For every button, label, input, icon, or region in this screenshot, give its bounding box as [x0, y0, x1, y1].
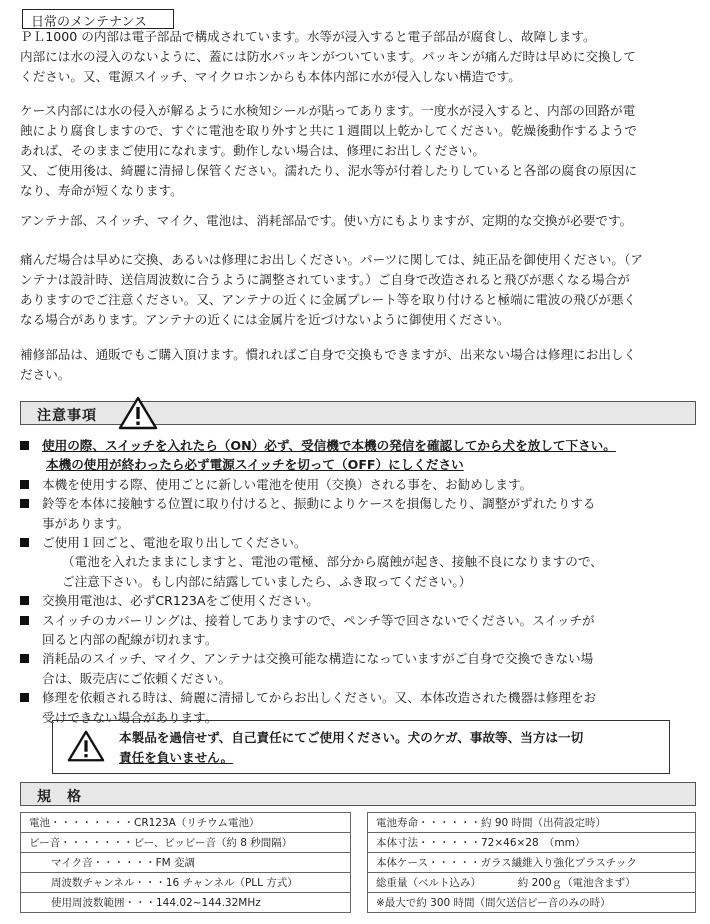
caution-item-1: 使用の際、スイッチを入れたら（ON）必ず、受信機で本機の発信を確認してから犬を放して下さい。 本機の使用が終わったら必ず電源スイッチを切って（OFF）にしください [16, 436, 700, 475]
maintenance-paragraph-2: ケース内部には水の侵入が解るように水検知シールが貼ってあります。一度水が浸入すると、内部の回路が電 蝕により腐食しますので、すぐに電池を取り外すと共に１週間以上乾かしてください。乾燥後動作するようで あれば、そのままご使用になれます。動作しない場合は、修理にお出しください。 又、ご使用後は、綺麗に清掃し保管ください。濡れたり、泥水等が付着したりしていると各部の腐食の原因に なり、寿命が短くなります。 [20, 103, 638, 198]
warning-triangle-icon [118, 396, 158, 430]
caution-item-2: 本機を使用する際、使用ごとに新しい電池を使用（交換）される事を、お勧めします。 [16, 475, 700, 494]
bullet-square [20, 616, 29, 625]
caution-item-3: 鈴等を本体に接触する位置に取り付けると、振動によりケースを損傷したり、調整がずれたりする 事があります。 [16, 494, 700, 533]
bullet-square [20, 693, 29, 702]
caution-item-7: 消耗品のスイッチ、マイク、アンテナは交換可能な構造になっていますがご自身で交換できない場 合は、販売店にご依頼ください。 [16, 649, 700, 688]
caution-item-8: 修理を依頼される時は、綺麗に清掃してからお出しください。又、本体改造された機器は修理をお 受けできない場合があります。 [16, 688, 700, 727]
bullet-square [20, 441, 29, 450]
maintenance-heading: 日常のメンテナンス [22, 9, 174, 29]
table-row: ビー音・・・・・・・ビー、ビッビー音（約 8 秒間隔） 本体寸法・・・・・・72×46×28 （mm） [21, 833, 696, 853]
caution-item-5: 交換用電池は、必ずCR123Aをご使用ください。 [16, 591, 700, 610]
caution-item-6: スイッチのカバーリングは、接着してありますので、ペンチ等で回さないでください。スイッチが 回ると内部の配線が切れます。 [16, 611, 700, 650]
specs-heading: 規 格 [37, 789, 82, 805]
maintenance-paragraph-5: 補修部品は、通販でもご購入頂けます。慣れればご自身で交換もできますが、出来ない場合は修理にお出しく ださい。 [20, 347, 637, 382]
warning-triangle-icon [67, 729, 105, 763]
bullet-square [20, 480, 29, 489]
caution-heading: 注意事項 [37, 408, 97, 424]
bullet-square [20, 538, 29, 547]
specs-heading-bar [20, 782, 696, 806]
bullet-square [20, 654, 29, 663]
table-row: 使用周波数範囲・・・144.02~144.32MHz ※最大で約 300 時間（間欠送信ピー音のみの時） [21, 893, 696, 913]
disclaimer-text: 本製品を過信せず、自己責任にてご使用ください。犬のケガ、事故等、当方は一切 責任を負いません。 [119, 730, 584, 765]
caution-item-4: ご使用１回ごと、電池を取り出してください。 （電池を入れたままにしますと、電池の電極、部分から腐蝕が起き、接触不良になりますので、 ご注意下さい。もし内部に結露していましたら、ふき取ってください。） [16, 533, 700, 591]
bullet-square [20, 596, 29, 605]
specs-table [20, 812, 696, 913]
table-row: 電池・・・・・・・・CR123A（リチウム電池） 電池寿命・・・・・・約 90 時間（出荷設定時） [21, 813, 696, 833]
bullet-square [20, 499, 29, 508]
caution-list [16, 436, 700, 727]
maintenance-paragraph-4: 痛んだ場合は早めに交換、あるいは修理にお出しください。パーツに関しては、純正品を御使用ください。（ア ンテナは設計時、送信周波数に合うように調整されています。）ご自身で改造されると飛びが悪くなる場合が ありますのでご注意ください。又、アンテナの近くに金属プレート等を取り付けると極端に電波の飛びが悪く なる場合があります。アンテナの近くには金属片を近づけないように御使用ください。 [20, 252, 643, 327]
maintenance-paragraph-3: アンテナ部、スイッチ、マイク、電池は、消耗部品です。使い方にもよりますが、定期的な交換が必要です。 [20, 213, 633, 228]
disclaimer-box [52, 720, 670, 774]
maintenance-paragraph-1: ＰＬ1000 の内部は電子部品で構成されています。水等が浸入すると電子部品が腐食し、故障します。 内部には水の浸入のないように、蓋には防水パッキンがついています。パッキンが痛んだ時は早めに交換して ください。又、電源スイッチ、マイクロホンからも本体内部に水が侵入しない構造です。 [20, 29, 636, 84]
table-row: マイク音・・・・・・FM 変調 本体ケース・・・・・ガラス繊維入り強化プラスチック [21, 853, 696, 873]
table-row: 周波数チャンネル・・・16 チャンネル（PLL 方式） 総重量（ベルト込み） 約 200ｇ（電池含まず） [21, 873, 696, 893]
